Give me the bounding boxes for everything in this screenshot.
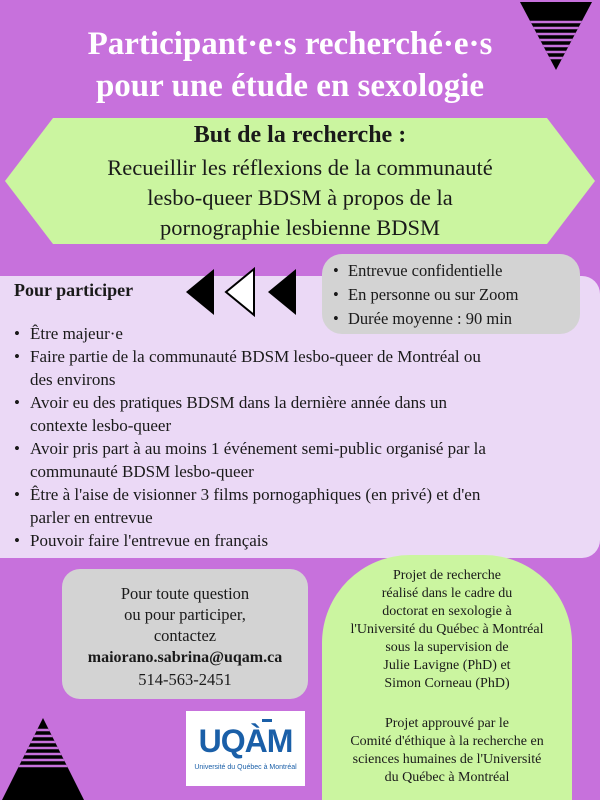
contact-phone[interactable]: 514-563-2451 — [138, 670, 232, 689]
contact-line: Pour toute question — [120, 584, 250, 603]
format-item: • Entrevue confidentielle — [332, 259, 518, 283]
participate-heading: Pour participer — [14, 280, 134, 300]
info-line: réalisé dans le cadre du — [381, 586, 513, 601]
info-line: Projet approuvé par le — [384, 716, 509, 731]
criterion-text: parler en entrevue — [30, 508, 153, 527]
goal-heading: But de la recherche : — [193, 122, 407, 148]
info-line: Projet de recherche — [392, 568, 502, 583]
criterion-text: Avoir eu des pratiques BDSM dans la dernière année dans un — [30, 393, 448, 412]
info-line: Comité d'éthique à la recherche en — [350, 734, 544, 749]
criterion-item — [12, 437, 592, 483]
contact-line: ou pour participer, — [124, 605, 246, 624]
criterion-text: Pouvoir faire l'entrevue en français — [30, 531, 269, 550]
contact-line: contactez — [153, 626, 217, 645]
info-line: du Québec à Montréal — [384, 770, 510, 785]
criterion-item — [12, 345, 592, 391]
format-item: • Durée moyenne : 90 min — [332, 307, 518, 331]
contact-email-link[interactable]: maiorano.sabrina@uqam.ca — [87, 649, 283, 666]
criterion-text: Faire partie de la communauté BDSM lesbo-queer de Montréal ou — [30, 347, 481, 366]
goal-line: Recueillir les réflexions de la communauté — [107, 155, 493, 180]
arrow-triangles-decoration — [184, 267, 300, 317]
criteria-list — [12, 322, 592, 552]
criterion-item — [12, 529, 592, 552]
info-line: sous la supervision de — [385, 640, 509, 655]
info-line: doctorat en sexologie à — [382, 604, 512, 619]
logo-wordmark: UQÀM — [198, 723, 293, 759]
criterion-text: contexte lesbo-queer — [30, 416, 172, 435]
criterion-item — [12, 391, 592, 437]
format-item: • En personne ou sur Zoom — [332, 283, 518, 307]
logo-subtitle: Université du Québec à Montréal — [194, 764, 297, 771]
goal-line: lesbo-queer BDSM à propos de la — [147, 185, 453, 210]
criterion-text: des environs — [30, 370, 116, 389]
info-line: Simon Corneau (PhD) — [384, 676, 510, 691]
striped-triangle-bottom-decoration — [0, 716, 86, 800]
goal-line: pornographie lesbienne BDSM — [160, 215, 440, 240]
uqam-logo — [186, 711, 305, 786]
poster-title-line-2: pour une étude en sexologie — [95, 68, 485, 104]
logo-accent-mark — [262, 719, 272, 722]
criterion-text: Avoir pris part à au moins 1 événement semi-public organisé par la — [30, 439, 486, 458]
interview-format-list — [332, 259, 518, 331]
criterion-text: communauté BDSM lesbo-queer — [30, 462, 254, 481]
poster-title-line-1: Participant·e·s recherché·e·s — [87, 26, 493, 62]
info-line: l'Université du Québec à Montréal — [350, 622, 544, 637]
criterion-text: Être à l'aise de visionner 3 films pornogaphiques (en privé) et d'en — [30, 485, 481, 504]
info-line: Julie Lavigne (PhD) et — [383, 658, 511, 673]
info-line: sciences humaines de l'Université — [352, 752, 542, 767]
criterion-text: Être majeur·e — [30, 324, 123, 343]
criterion-item — [12, 483, 592, 529]
